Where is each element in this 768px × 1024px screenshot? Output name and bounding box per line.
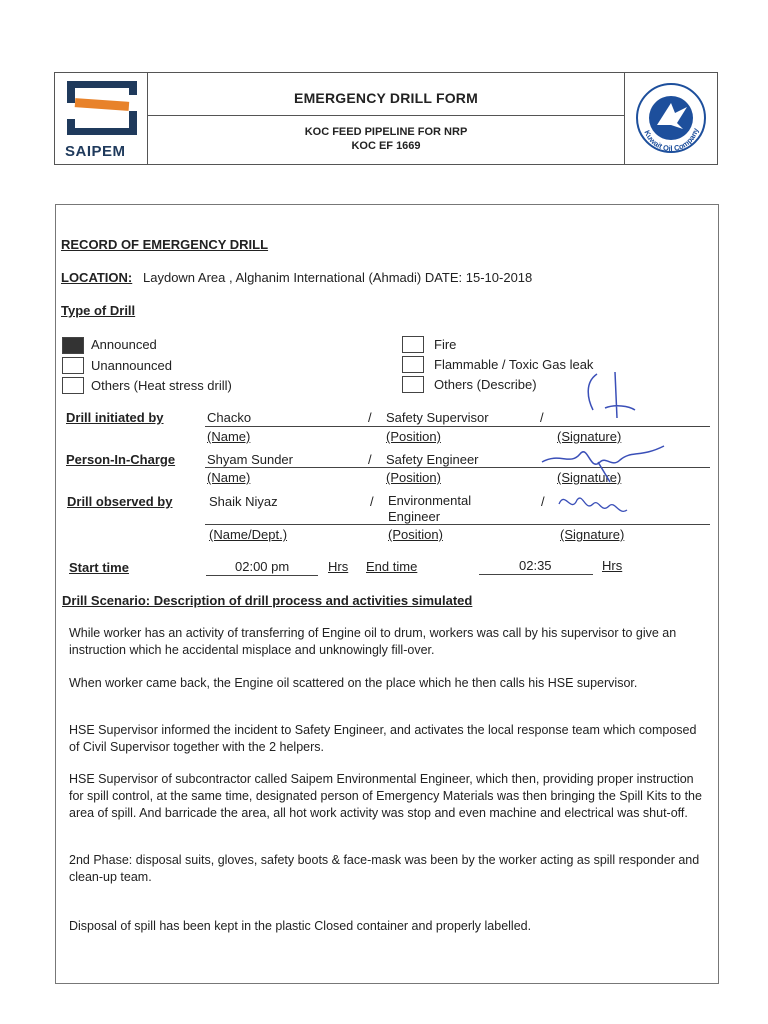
unannounced-label: Unannounced: [91, 358, 172, 373]
saipem-logo: [55, 73, 148, 164]
scenario-heading: Drill Scenario: Description of drill process and activities simulated: [62, 593, 473, 608]
start-time-value: 02:00 pm: [235, 559, 290, 574]
separator: /: [368, 410, 372, 425]
signature-shyam: [540, 432, 670, 487]
project-code: KOC EF 1669: [351, 140, 421, 152]
separator: /: [370, 494, 374, 509]
observed-by-label: Drill observed by: [67, 494, 173, 509]
end-time-value: 02:35: [519, 558, 552, 573]
location-label: LOCATION:: [61, 270, 133, 285]
separator: /: [541, 494, 545, 509]
project-name: KOC FEED PIPELINE FOR NRP: [304, 126, 468, 138]
signature-caption: (Signature): [557, 470, 622, 485]
signature-caption: (Signature): [560, 527, 625, 542]
hrs-label: Hrs: [328, 559, 349, 574]
saipem-mark-icon: [55, 73, 147, 143]
koc-seal-icon: [625, 73, 717, 164]
position-caption: (Position): [386, 470, 441, 485]
form-header: [54, 72, 718, 165]
gas-leak-checkbox[interactable]: [402, 356, 424, 373]
scenario-paragraph: While worker has an activity of transferring of Engine oil to drum, workers was call by his supervisor to give an instruction which he accidental misplace and unknowingly fill-over.: [69, 626, 677, 657]
unannounced-checkbox[interactable]: [62, 357, 84, 374]
initiated-by-position: Safety Supervisor: [386, 410, 489, 425]
koc-seal-text: Kuwait Oil Company: [642, 126, 701, 154]
start-time-label: Start time: [69, 560, 129, 575]
signature-caption: (Signature): [557, 429, 622, 444]
others-describe-label: Others (Describe): [434, 377, 537, 392]
fire-checkbox[interactable]: [402, 336, 424, 353]
type-of-drill-heading: Type of Drill: [61, 303, 136, 318]
koc-logo: [624, 73, 717, 164]
gas-leak-label: Flammable / Toxic Gas leak: [434, 357, 594, 372]
signature-shaik: [555, 486, 635, 526]
name-dept-caption: (Name/Dept.): [209, 527, 288, 542]
scenario-paragraph: 2nd Phase: disposal suits, gloves, safety boots & face-mask was been by the worker acting as spill responder and clean-up team.: [69, 853, 700, 884]
record-heading: RECORD OF EMERGENCY DRILL: [61, 237, 269, 252]
location-value: Laydown Area , Alghanim International (Ahmadi) DATE: 15-10-2018: [143, 270, 533, 285]
announced-checkbox[interactable]: [62, 337, 84, 354]
person-in-charge-position: Safety Engineer: [386, 452, 479, 467]
form-title: EMERGENCY DRILL FORM: [294, 90, 478, 106]
scenario-paragraph: Disposal of spill has been kept in the plastic Closed container and properly labelled.: [69, 919, 532, 933]
scenario-paragraph: HSE Supervisor informed the incident to Safety Engineer, and activates the local response team which composed of Civil Supervisor together with the 2 helpers.: [69, 723, 697, 754]
person-in-charge-name: Shyam Sunder: [207, 452, 293, 467]
signature-chacko: [575, 368, 645, 428]
separator: /: [368, 452, 372, 467]
announced-label: Announced: [91, 337, 157, 352]
others-heat-checkbox[interactable]: [62, 377, 84, 394]
observed-by-position-1: Environmental: [388, 493, 472, 508]
observed-by-position-2: Engineer: [388, 509, 441, 524]
observed-by-name: Shaik Niyaz: [209, 494, 278, 509]
fire-label: Fire: [434, 337, 457, 352]
hrs-label: Hrs: [602, 558, 623, 573]
scenario-paragraph: HSE Supervisor of subcontractor called Saipem Environmental Engineer, which then, providing proper instruction for spill control, at the same time, designated person of Emergency Materials was then bringing the Spill Kits to the area of spill. And barricade the area, all hot work activity was stop and even machine and electrical was shut-off.: [69, 772, 702, 820]
end-time-label: End time: [366, 559, 418, 574]
name-caption: (Name): [207, 470, 251, 485]
position-caption: (Position): [386, 429, 441, 444]
saipem-wordmark: SAIPEM: [65, 143, 126, 160]
others-heat-label: Others (Heat stress drill): [91, 378, 232, 393]
initiated-by-label: Drill initiated by: [66, 410, 164, 425]
others-describe-checkbox[interactable]: [402, 376, 424, 393]
position-caption: (Position): [388, 527, 443, 542]
scenario-paragraph: When worker came back, the Engine oil scattered on the place which he then calls his HSE supervisor.: [69, 676, 638, 690]
person-in-charge-label: Person-In-Charge: [66, 452, 176, 467]
separator: /: [540, 410, 544, 425]
name-caption: (Name): [207, 429, 251, 444]
initiated-by-name: Chacko: [207, 410, 252, 425]
